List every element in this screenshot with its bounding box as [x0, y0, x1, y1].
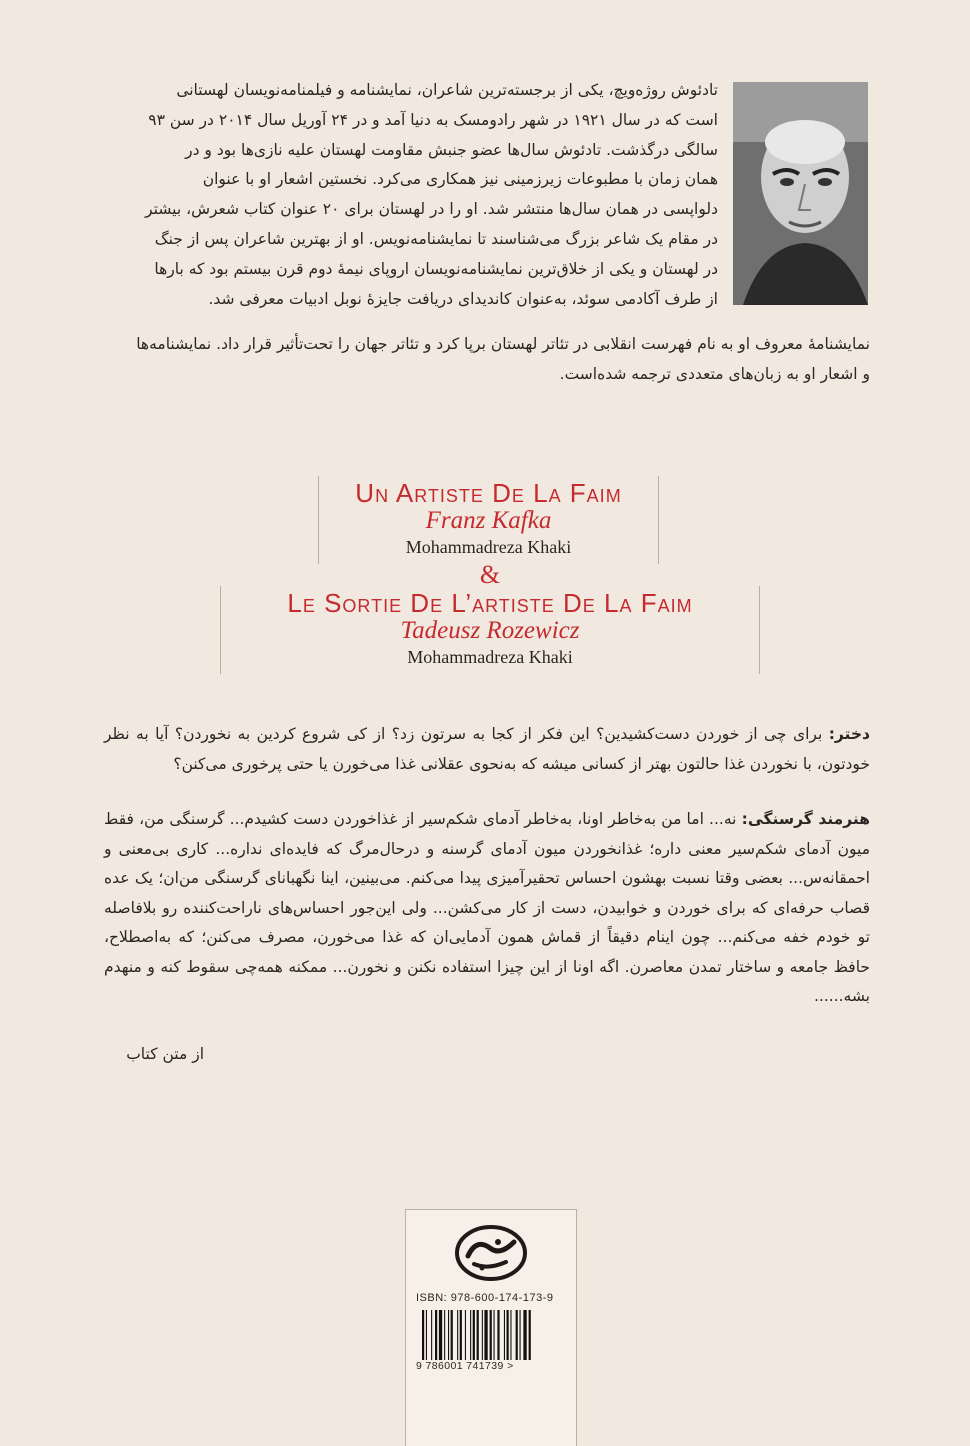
- excerpt-paragraph-2: [104, 805, 870, 1012]
- title-1: Un Artiste De La Faim: [355, 478, 622, 508]
- translator-1: Mohammadreza Khaki: [405, 537, 572, 557]
- bio-line: همان زمان با مطبوعات زیرزمینی نیز همکاری می‌کرد. نخستین اشعار او با عنوان: [202, 170, 718, 189]
- bio-line: از طرف آکادمی سوئد، به‌عنوان کاندیدای دریافت جایزهٔ نوبل ادبیات معرفی شد.: [208, 289, 718, 308]
- ampersand: &: [479, 560, 501, 589]
- bio-line: دلواپسی در همان سال‌ها منتشر شد. او را در لهستان برای ۲۰ عنوان کتاب شعرش، بیشتر: [145, 200, 718, 219]
- excerpt-source: از متن کتاب: [126, 1045, 204, 1063]
- isbn-number: ISBN: 978-600-174-173-9: [416, 1292, 554, 1304]
- barcode: [420, 1310, 562, 1360]
- bio-line: نمایشنامهٔ معروف او به نام فهرست انقلابی در تئاتر لهستان برپا کرد و تئاتر جهان را تحت‌تأثیر قرار داد. نمایشنامه‌ها: [136, 335, 870, 353]
- book-titles: [220, 476, 760, 674]
- bio-line: است که در سال ۱۹۲۱ در شهر رادومسک به دنیا آمد و در ۲۴ آوریل سال ۲۰۱۴ در سن ۹۳: [148, 110, 718, 129]
- author-2: Tadeusz Rozewicz: [400, 617, 580, 644]
- translator-2: Mohammadreza Khaki: [407, 647, 573, 667]
- bio-line: در لهستان و یکی از خلاق‌ترین نمایشنامه‌نویسان اروپای نیمهٔ دوم قرن بیستم بود که بارها: [154, 259, 718, 278]
- barcode-digits: 9 786001 741739 >: [416, 1360, 514, 1372]
- speaker-label: هنرمند گرسنگی:: [741, 810, 870, 828]
- excerpt-paragraph-1: [104, 720, 870, 779]
- author-bio-top: [104, 76, 718, 314]
- author-1: Franz Kafka: [425, 507, 552, 534]
- excerpt-text: برای چی از خوردن دست‌کشیدین؟ این فکر از کجا به سرتون زد؟ از کی شروع کردین به نخوردن؟ آیا به نظر خودتون، با نخوردن غذا حالتون بهتر از کسانی میشه که به‌نحوی عقلانی غذا می‌خورن یا حتی پرخوری می‌کنن؟: [104, 725, 870, 773]
- title-2: Le Sortie De L’artiste De La Faim: [287, 588, 693, 618]
- excerpt-text: نه... اما من به‌خاطر اونا، به‌خاطر آدمای شکم‌سیر از غذاخوردن دست کشیدم... گرسنگی من، فقط میون آدمای شکم‌سیر معنی داره؛ غذانخوردن میون آدمای گرسنه و درحال‌مرگ که فایده‌ای نداره... کاری بی‌معنی و احمقانه‌س... بعضی وقتا نسبت بهشون احساس تحقیرآمیزی پیدا می‌کنم. می‌بینین، اینا نگهبانای گرسنگی من‌ان؛ یک عده قصاب حرفه‌ای که برای خوردن و خوابیدن، دست از کار می‌کشن... ولی این‌جور احساس‌های ناراحت‌کننده رو بلافاصله تو خودم خفه می‌کنم... چون اینام دقیقاً از قماش همون آدمایی‌ان که غذا می‌خورن، مصرف می‌کنن؛ که به‌اصطلاح، حافظ جامعه و ساختار تمدن معاصرن. اگه اونا از این چیزا استفاده نکنن و نخورن... ممکنه همه‌چی سقوط کنه و منهدم بشه......: [104, 810, 870, 1005]
- bio-line: تادئوش روژه‌ویچ، یکی از برجسته‌ترین شاعران، نمایشنامه و فیلمنامه‌نویسان لهستانی: [176, 81, 718, 99]
- speaker-label: دختر:: [828, 725, 870, 743]
- first-work: [318, 476, 659, 564]
- portrait-illustration: [733, 82, 868, 305]
- author-bio-bottom: [104, 330, 870, 390]
- publisher-logo: [454, 1222, 528, 1284]
- isbn-panel: [405, 1209, 577, 1446]
- bio-line: سالگی درگذشت. تادئوش سال‌ها عضو جنبش مقاومت لهستان علیه نازی‌ها بود و در: [185, 140, 718, 159]
- bio-line: و اشعار او به زبان‌های متعددی ترجمه شده‌است.: [559, 364, 870, 383]
- bio-line: در مقام یک شاعر بزرگ می‌شناسند تا نمایشنامه‌نویس. او از بهترین شاعران پس از جنگ: [154, 229, 718, 248]
- author-photo: [733, 82, 868, 305]
- second-work: [220, 586, 760, 674]
